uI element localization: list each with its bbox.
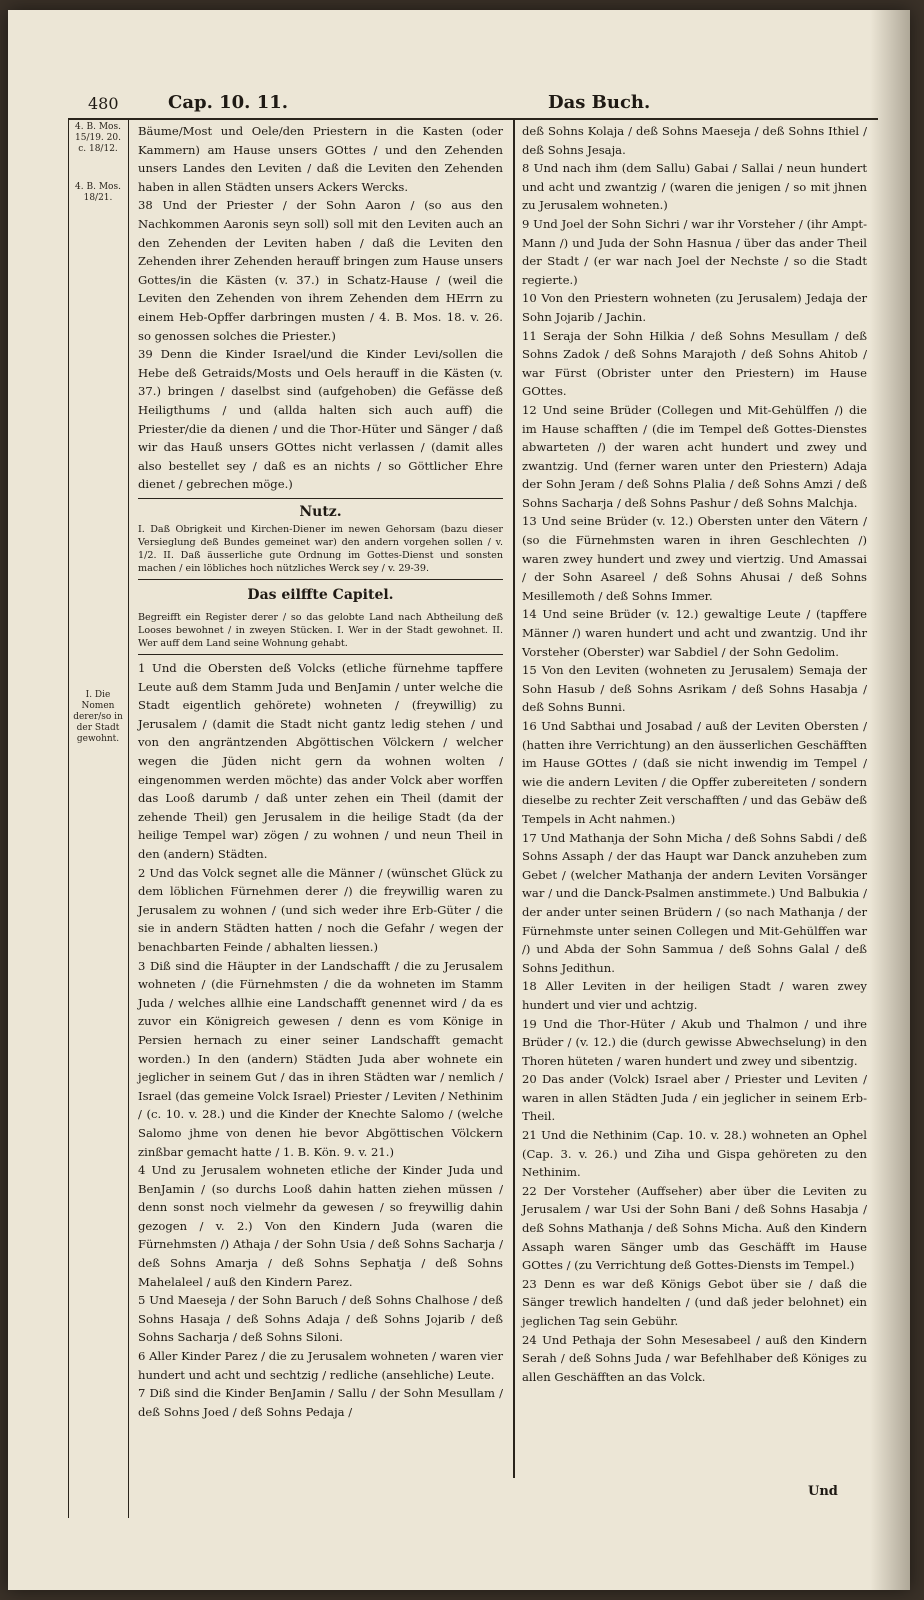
verse: 6 Aller Kinder Parez / die zu Jerusalem wohneten / waren vier hundert und acht und sechtzig / redliche (ansehliche) Leute. <box>138 1349 503 1382</box>
verse: 7 Diß sind die Kinder BenJamin / Sallu / der Sohn Mesullam / deß Sohns Joed / deß Sohns Pedaja / <box>138 1386 503 1419</box>
verse: 9 Und Joel der Sohn Sichri / war ihr Vorsteher / (ihr Ampt-Mann /) und Juda der Sohn Hasnua / über das ander Theil der Stadt / (er war nach Joel der Nechste / so die Stadt regierte.) <box>522 216 867 287</box>
verse: 18 Aller Leviten in der heiligen Stadt / waren zwey hundert und vier und achtzig. <box>522 979 867 1012</box>
verse: 24 Und Pethaja der Sohn Mesesabeel / auß den Kindern Serah / deß Sohns Juda / war Befehlhaber deß Königes zu allen Geschäfften an das Volck. <box>522 1332 867 1384</box>
page-shadow <box>870 10 910 1590</box>
paragraph: 38 Und der Priester / der Sohn Aaron / (so aus den Nachkommen Aaronis seyn soll) soll mit den Leviten auch an den Zehenden der Leviten haben / daß die Leviten den Zehenden ihrer Zehenden herauff bringen zum Hause unsers Gottes/in die Kästen (v. 37.) in Schatz-Hause / (weil die Leviten den Zehenden von ihrem Zehenden dem HErrn zu einem Heb-Opffer darbringen musten / 4. B. Mos. 18. v. 26. so genossen solches die Priester.) <box>138 198 503 343</box>
verse: 22 Der Vorsteher (Auffseher) aber über die Leviten zu Jerusalem / war Usi der Sohn Bani / deß Sohns Hasabja / deß Sohns Mathanja / deß Sohns Micha. Auß den Kindern Assaph waren Sänger umb das Geschäfft im Hause GOttes / (zu Verrichtung deß Gottes-Diensts im Tempel.) <box>522 1183 867 1273</box>
verse: 14 Und seine Brüder (v. 12.) gewaltige Leute / (tapffere Männer /) waren hundert und acht und zwantzig. Und ihr Vorsteher (Oberster) war Sabdiel / der Sohn Gedolim. <box>522 607 867 659</box>
catchword: Und <box>808 1484 838 1499</box>
divider <box>138 579 503 580</box>
verse: 20 Das ander (Volck) Israel aber / Priester und Leviten / waren in allen Städten Juda / ein jeglicher in seinem Erb-Theil. <box>522 1072 867 1124</box>
divider <box>138 498 503 499</box>
paragraph: Bäume/Most und Oele/den Priestern in die Kasten (oder Kammern) am Hause unsers GOttes / und den Zehenden unsers Landes den Leviten / daß die Leviten den Zehenden haben in allen Städten unsers Ackers Wercks. <box>138 124 503 194</box>
verse: 3 Diß sind die Häupter in der Landschafft / die zu Jerusalem wohneten / (die Fürnehmsten / die da wohneten im Stamm Juda / welches allhie eine Landschafft genennet wird / da es zuvor ein Königreich gewesen / denn es vom Könige in Persien hernach zu einer seiner Landschafft gemacht worden.) In den (andern) Städten Juda aber wohnete ein jeglicher in seinem Gut / das in ihren Städten war / nemlich / Israel (das gemeine Volck Israel) Priester / Leviten / Nethinim / (c. 10. v. 28.) und die Kinder der Knechte Salomo / (welche Salomo jhme von denen hie bevor Abgöttischen Völckern zinßbar gemacht hatte / 1. B. Kön. 9. v. 21.) <box>138 958 503 1159</box>
verse: 15 Von den Leviten (wohneten zu Jerusalem) Semaja der Sohn Hasub / deß Sohns Asrikam / deß Sohns Hasabja / deß Sohns Bunni. <box>522 663 867 715</box>
verse: 5 Und Maeseja / der Sohn Baruch / deß Sohns Chalhose / deß Sohns Hasaja / deß Sohns Adaja / deß Sohns Jojarib / deß Sohns Sacharja / deß Sohns Siloni. <box>138 1293 503 1345</box>
verse: 8 Und nach ihm (dem Sallu) Gabai / Sallai / neun hundert und acht und zwantzig / (waren die jenigen / so mit jhnen zu Jerusalem wohneten.) <box>522 161 867 213</box>
page-number: 480 <box>88 94 119 113</box>
verse: 23 Denn es war deß Königs Gebot über sie / daß die Sänger trewlich handelten / (und daß jeder belohnet) ein jeglichen Tag sein Gebühr. <box>522 1276 867 1328</box>
section-heading: Nutz. <box>299 503 342 520</box>
verse: 2 Und das Volck segnet alle die Männer / (wünschet Glück zu dem löblichen Fürnehmen derer /) die freywillig waren zu Jerusalem zu wohnen / (und sich weder ihre Erb-Güter / die sie in andern Städten hatten / noch die Gefahr / wegen der benachbarten Feinde / abhalten liessen.) <box>138 865 503 954</box>
outer-margin-rule <box>68 118 69 1518</box>
right-column <box>522 122 867 1386</box>
column-divider <box>513 118 515 1478</box>
verse: 10 Von den Priestern wohneten (zu Jerusalem) Jedaja der Sohn Jojarib / Jachin. <box>522 291 867 324</box>
book-page <box>8 10 910 1590</box>
verse: 1 Und die Obersten deß Volcks (etliche fürnehme tapffere Leute auß dem Stamm Juda und BenJamin / unter welche die Stadt eigentlich gehörete) wohneten / (freywillig) zu Jerusalem / (damit die Stadt nicht gantz ledig stehen / und von den angräntzenden Abgöttischen Völckern / welcher wegen die Jüden nicht gern da wohnen wolten / eingenommen werden möchte) das ander Volck aber worffen das Looß darumb / daß unter zehen ein Theil (damit der zehende Theil) gen Jerusalem in die heilige Stadt (da der heilige Tempel war) zögen / zu wohnen / und neun Theil in den (andern) Städten. <box>138 661 503 861</box>
margin-note: I. Die Nomen derer/so in der Stadt gewohnt. <box>73 690 123 744</box>
running-title: Das Buch. <box>548 92 651 113</box>
running-header <box>88 92 878 118</box>
verse: 19 Und die Thor-Hüter / Akub und Thalmon / und ihre Brüder / (v. 12.) die (durch gewisse Abwechselung) in den Thoren hüteten / waren hundert und zwey und sibentzig. <box>522 1016 867 1068</box>
verse: 17 Und Mathanja der Sohn Micha / deß Sohns Sabdi / deß Sohns Assaph / der das Haupt war Danck anzuheben zum Gebet / (welcher Mathanja der andern Leviten Vorsänger war / und die Danck-Psalmen anstimmete.) Und Balbukia / der ander unter seinen Brüdern / (so nach Mathanja / der Fürnehmste unter seinen Collegen und Mit-Gehülffen war /) und Abda der Sohn Sammua / deß Sohns Galal / deß Sohns Jedithun. <box>522 830 867 975</box>
margin-note: 4. B. Mos. 15/19. 20. c. 18/12. <box>75 122 121 154</box>
verse: 21 Und die Nethinim (Cap. 10. v. 28.) wohneten an Ophel (Cap. 3. v. 26.) und Ziha und Gispa gehöreten zu den Nethinim. <box>522 1128 867 1180</box>
left-column <box>138 122 503 1421</box>
verse: 16 Und Sabthai und Josabad / auß der Leviten Obersten / (hatten ihre Verrichtung) an den äusserlichen Geschäfften im Hause GOttes / (daß sie nicht inwendig im Tempel / wie die andern Leviten / die Opffer zubereiteten / sondern dieselbe zu rechter Zeit verschafften / und das Gebäw deß Tempels in Acht nahmen.) <box>522 719 867 826</box>
margin-note: 4. B. Mos. 18/21. <box>75 182 121 203</box>
margin-rule <box>128 118 129 1518</box>
verse: 11 Seraja der Sohn Hilkia / deß Sohns Mesullam / deß Sohns Zadok / deß Sohns Marajoth / deß Sohns Ahitob / war Fürst (Obrister unter den Priestern) im Hause GOttes. <box>522 328 867 399</box>
verse: deß Sohns Kolaja / deß Sohns Maeseja / deß Sohns Ithiel / deß Sohns Jesaja. <box>522 124 867 157</box>
verse: 13 Und seine Brüder (v. 12.) Obersten unter den Vätern / (so die Fürnehmsten waren in ihren Geschlechten /) waren zwey hundert und zwey und viertzig. Und Amassai / der Sohn Asareel / deß Sohns Ahusai / deß Sohns Mesillemoth / deß Sohns Immer. <box>522 514 867 603</box>
verse: 12 Und seine Brüder (Collegen und Mit-Gehülffen /) die im Hause schafften / (die im Tempel deß Gottes-Dienstes abwarteten /) der waren acht hundert und zwey und zwantzig. Und (ferner waren unter den Priestern) Adaja der Sohn Jeram / deß Sohns Plalia / deß Sohns Amzi / deß Sohns Sacharja / deß Sohns Pashur / deß Sohns Malchja. <box>522 402 867 510</box>
note-text: I. Daß Obrigkeit und Kirchen-Diener im newen Gehorsam (bazu dieser Versieglung deß Bundes gemeinet war) den andern vorgehen sollen / v. 1/2. II. Daß äusserliche gute Ordnung im Gottes-Dienst und sonsten machen / ein löbliches hoch nützliches Werck sey / v. 29-39. <box>138 524 503 575</box>
chapter-title: Das eilffte Capitel. <box>247 587 394 604</box>
paragraph: 39 Denn die Kinder Israel/und die Kinder Levi/sollen die Hebe deß Getraids/Mosts und Oels herauff in die Kästen (v. 37.) bringen / daselbst sind (aufgehoben) die Gefässe deß Heiligthums / und (allda halten sich auch auff) die Priester/die da dienen / und die Thor-Hüter und Sänger / daß wir das Hauß unsers GOttes nicht verlassen / (damit alles also bestellet sey / daß es an nichts / so Göttlicher Ehre dienet / gebrechen möge.) <box>138 347 503 492</box>
divider <box>138 654 503 655</box>
chapter-reference: Cap. 10. 11. <box>168 92 289 113</box>
verse: 4 Und zu Jerusalem wohneten etliche der Kinder Juda und BenJamin / (so durchs Looß dahin hatten ziehen müssen / denn sonst noch vielmehr da gewesen / so freywillig dahin gezogen / v. 2.) Von den Kindern Juda (waren die Fürnehmsten /) Athaja / der Sohn Usia / deß Sohns Sacharja / deß Sohns Amarja / deß Sohns Sephatja / deß Sohns Mahelaleel / auß den Kindern Parez. <box>138 1163 503 1289</box>
chapter-summary: Begreifft ein Register derer / so das gelobte Land nach Abtheilung deß Looses bewohnet / in zweyen Stücken. I. Wer in der Stadt gewohnet. II. Wer auff dem Land seine Wohnung gehabt. <box>138 612 503 650</box>
header-rule <box>68 118 878 120</box>
